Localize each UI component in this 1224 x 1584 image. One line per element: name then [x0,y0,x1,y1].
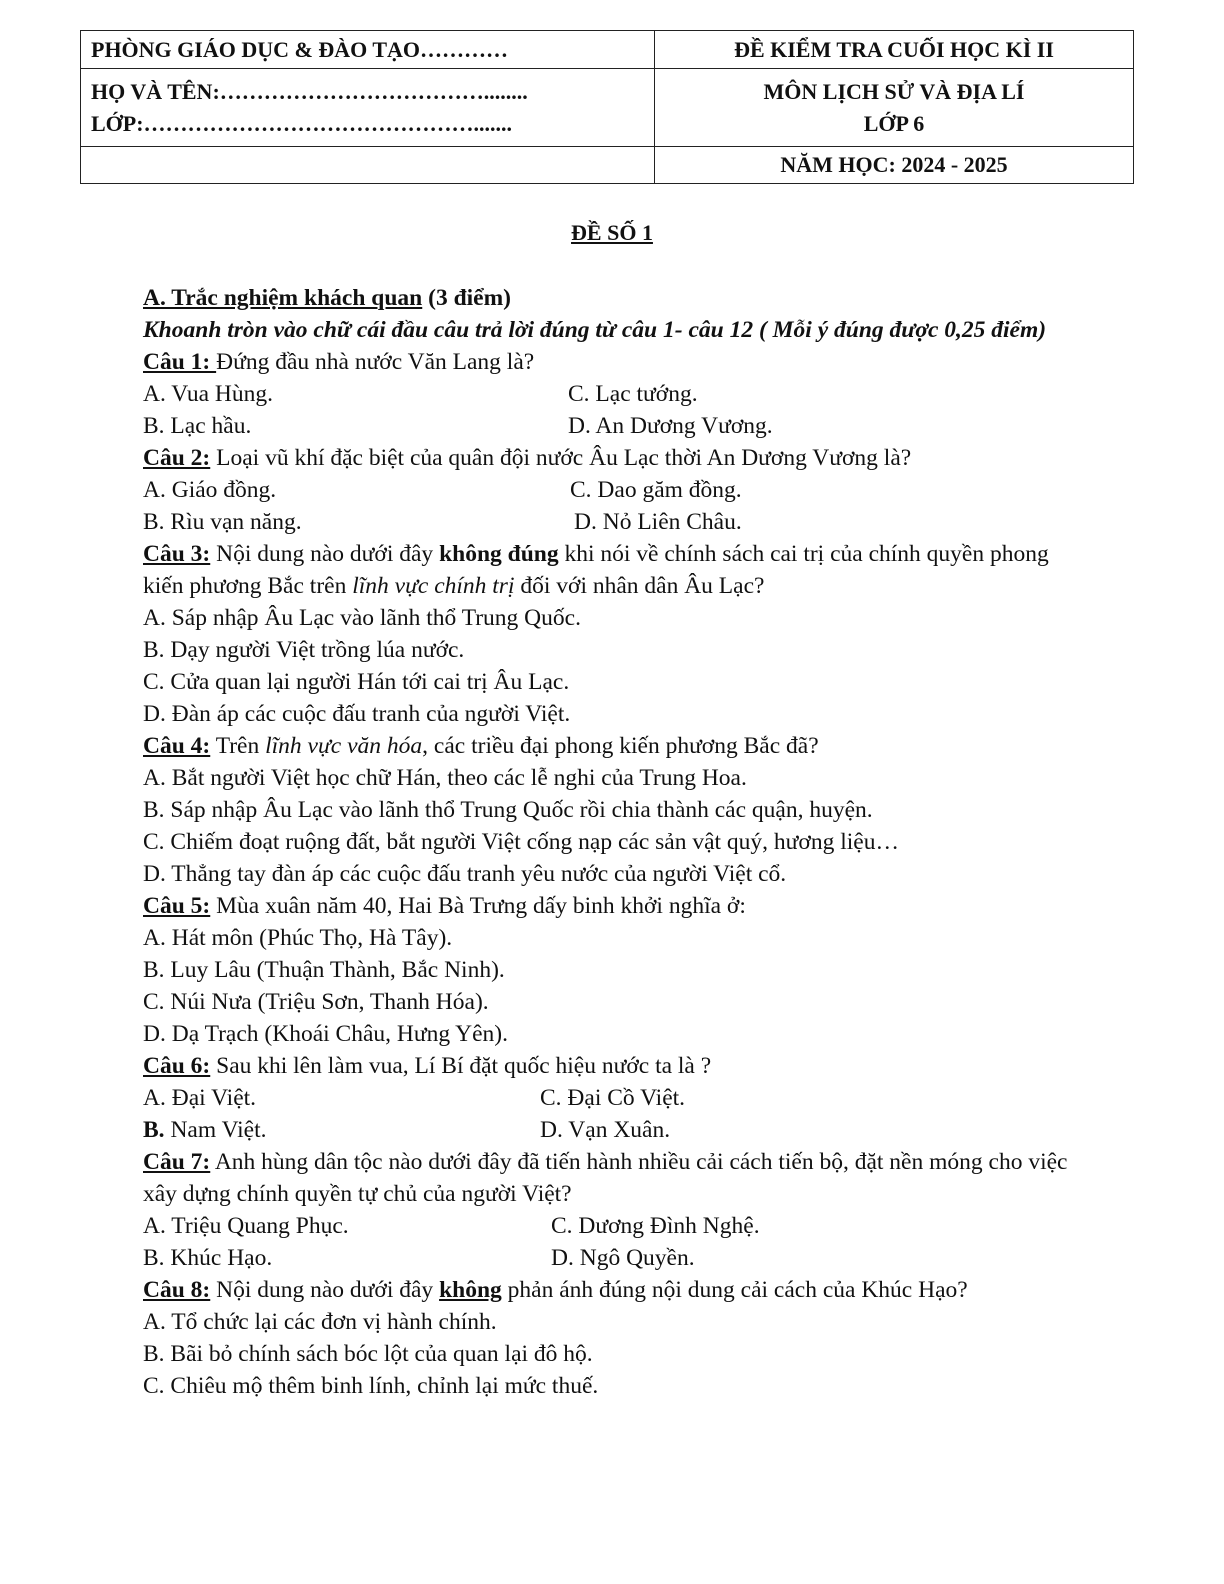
option-d[interactable]: D. Ngô Quyền. [551,1245,695,1271]
option-a[interactable]: A. Giáo đồng. [143,477,277,503]
exam-content [143,282,1078,1402]
option-c[interactable]: C. Dương Đình Nghệ. [551,1213,760,1239]
question-6 [143,1050,1078,1082]
question-4 [143,730,1078,762]
class-label: LỚP:………………………………………....... [91,110,513,136]
question-label: Câu 8: [143,1277,211,1303]
section-a-points: (3 điểm) [422,285,512,311]
question-label: Câu 3: [143,541,211,567]
section-a-instruction: Khoanh tròn vào chữ cái đầu câu trả lời đúng từ câu 1- câu 12 ( Mỗi ý đúng được 0,25 điểm) [143,317,1047,343]
option-d[interactable]: D. Dạ Trạch (Khoái Châu, Hưng Yên). [143,1021,508,1047]
option-c[interactable]: C. Đại Cồ Việt. [540,1085,686,1111]
option-a[interactable]: A. Sáp nhập Âu Lạc vào lãnh thổ Trung Quốc. [143,605,581,631]
question-text: Loại vũ khí đặc biệt của quân đội nước Âu Lạc thời An Dương Vương là? [210,445,912,471]
option-a[interactable]: A. Vua Hùng. [143,381,274,407]
question-text: , các triều đại phong kiến phương Bắc đã? [422,733,819,759]
option-a[interactable]: A. Triệu Quang Phục. [143,1213,349,1239]
question-6-options-row-2 [143,1114,1078,1146]
option-c[interactable]: C. Chiếm đoạt ruộng đất, bắt người Việt cống nạp các sản vật quý, hương liệu… [143,829,899,855]
option-b[interactable]: B. Bãi bỏ chính sách bóc lột của quan lại đô hộ. [143,1341,593,1367]
option-d[interactable]: D. Đàn áp các cuộc đấu tranh của người Việt. [143,701,571,727]
question-text: Sau khi lên làm vua, Lí Bí đặt quốc hiệu nước ta là ? [210,1053,712,1079]
question-text: phản ánh đúng nội dung cải cách của Khúc Hạo? [501,1277,968,1303]
option-d[interactable]: D. Thẳng tay đàn áp các cuộc đấu tranh yêu nước của người Việt cổ. [143,861,787,887]
question-3 [143,538,1078,602]
exam-title-cell [655,31,1134,69]
question-1-options-row-2 [143,410,1078,442]
question-2 [143,442,1078,474]
subject: MÔN LỊCH SỬ VÀ ĐỊA LÍ [763,78,1025,104]
section-a-heading [143,282,1078,314]
option-a[interactable]: A. Tổ chức lại các đơn vị hành chính. [143,1309,497,1335]
question-label: Câu 5: [143,893,211,919]
empty-cell [81,147,655,184]
grade: LỚP 6 [863,110,925,136]
option-b[interactable]: B. Dạy người Việt trồng lúa nước. [143,637,465,663]
question-text: Anh hùng dân tộc nào dưới đây đã tiến hành nhiều cải cách tiến bộ, đặt nền móng cho việc xây dựng chính quyền tự chủ của người Việt? [143,1149,1068,1207]
question-1-options-row-1 [143,378,1078,410]
option-c[interactable]: C. Cửa quan lại người Hán tới cai trị Âu Lạc. [143,669,570,695]
school-year-cell [655,147,1134,184]
option-c[interactable]: C. Lạc tướng. [568,381,698,407]
question-label: Câu 7: [143,1149,211,1175]
option-a[interactable]: A. Hát môn (Phúc Thọ, Hà Tây). [143,925,453,951]
option-b[interactable]: B. Lạc hầu. [143,413,252,439]
name-label: HỌ VÀ TÊN:………………………………........ [91,78,528,104]
emphasis-text: không đúng [439,541,559,567]
question-1 [143,346,1078,378]
question-7-options-row-2 [143,1242,1078,1274]
emphasis-text: không [439,1277,502,1303]
option-a[interactable]: A. Đại Việt. [143,1085,257,1111]
option-d[interactable]: D. Vạn Xuân. [540,1117,671,1143]
option-c[interactable]: C. Núi Nưa (Triệu Sơn, Thanh Hóa). [143,989,489,1015]
question-text: Đứng đầu nhà nước Văn Lang là? [216,349,535,375]
question-7 [143,1146,1078,1210]
question-text: khi nói về chính sách cai trị của chính quyền phong kiến phương Bắc trên [143,541,1049,599]
question-text: Mùa xuân năm 40, Hai Bà Trưng dấy binh khởi nghĩa ở: [210,893,746,919]
question-7-options-row-1 [143,1210,1078,1242]
option-letter: B. [143,1117,165,1143]
question-label: Câu 1: [143,349,217,375]
question-8 [143,1274,1078,1306]
option-d[interactable]: D. An Dương Vương. [568,413,773,439]
question-label: Câu 2: [143,445,211,471]
question-text: Nội dung nào dưới đây [210,1277,440,1303]
exam-number: ĐỀ SỐ 1 [571,220,653,245]
question-text: Nội dung nào dưới đây [210,541,440,567]
student-info-cell [81,69,655,147]
option-b[interactable]: B. Sáp nhập Âu Lạc vào lãnh thổ Trung Quốc rồi chia thành các quận, huyện. [143,797,873,823]
question-text: đối với nhân dân Âu Lạc? [514,573,765,599]
header-table [80,30,1134,184]
option-b[interactable]: B. Khúc Hạo. [143,1245,273,1271]
department: PHÒNG GIÁO DỤC & ĐÀO TẠO………… [91,36,508,62]
italic-text: lĩnh vực chính trị [352,573,515,599]
section-a-title: A. Trắc nghiệm khách quan [143,285,423,311]
subject-cell [655,69,1134,147]
question-2-options-row-1 [143,474,1078,506]
department-cell [81,31,655,69]
option-a[interactable]: A. Bắt người Việt học chữ Hán, theo các lễ nghi của Trung Hoa. [143,765,747,791]
question-6-options-row-1 [143,1082,1078,1114]
question-5 [143,890,1078,922]
option-b[interactable] [143,1114,267,1146]
option-c[interactable]: C. Chiêu mộ thêm binh lính, chỉnh lại mức thuế. [143,1373,599,1399]
question-2-options-row-2 [143,506,1078,538]
option-c[interactable]: C. Dao găm đồng. [570,477,742,503]
exam-title: ĐỀ KIỂM TRA CUỐI HỌC KÌ II [734,36,1054,62]
option-d[interactable]: D. Nỏ Liên Châu. [574,509,742,535]
question-text: Trên [210,733,266,759]
option-text: Nam Việt. [164,1117,267,1143]
question-label: Câu 6: [143,1053,211,1079]
option-b[interactable]: B. Rìu vạn năng. [143,509,302,535]
question-label: Câu 4: [143,733,211,759]
school-year: NĂM HỌC: 2024 - 2025 [780,152,1008,177]
italic-text: lĩnh vực văn hóa [265,733,423,759]
option-b[interactable]: B. Luy Lâu (Thuận Thành, Bắc Ninh). [143,957,505,983]
